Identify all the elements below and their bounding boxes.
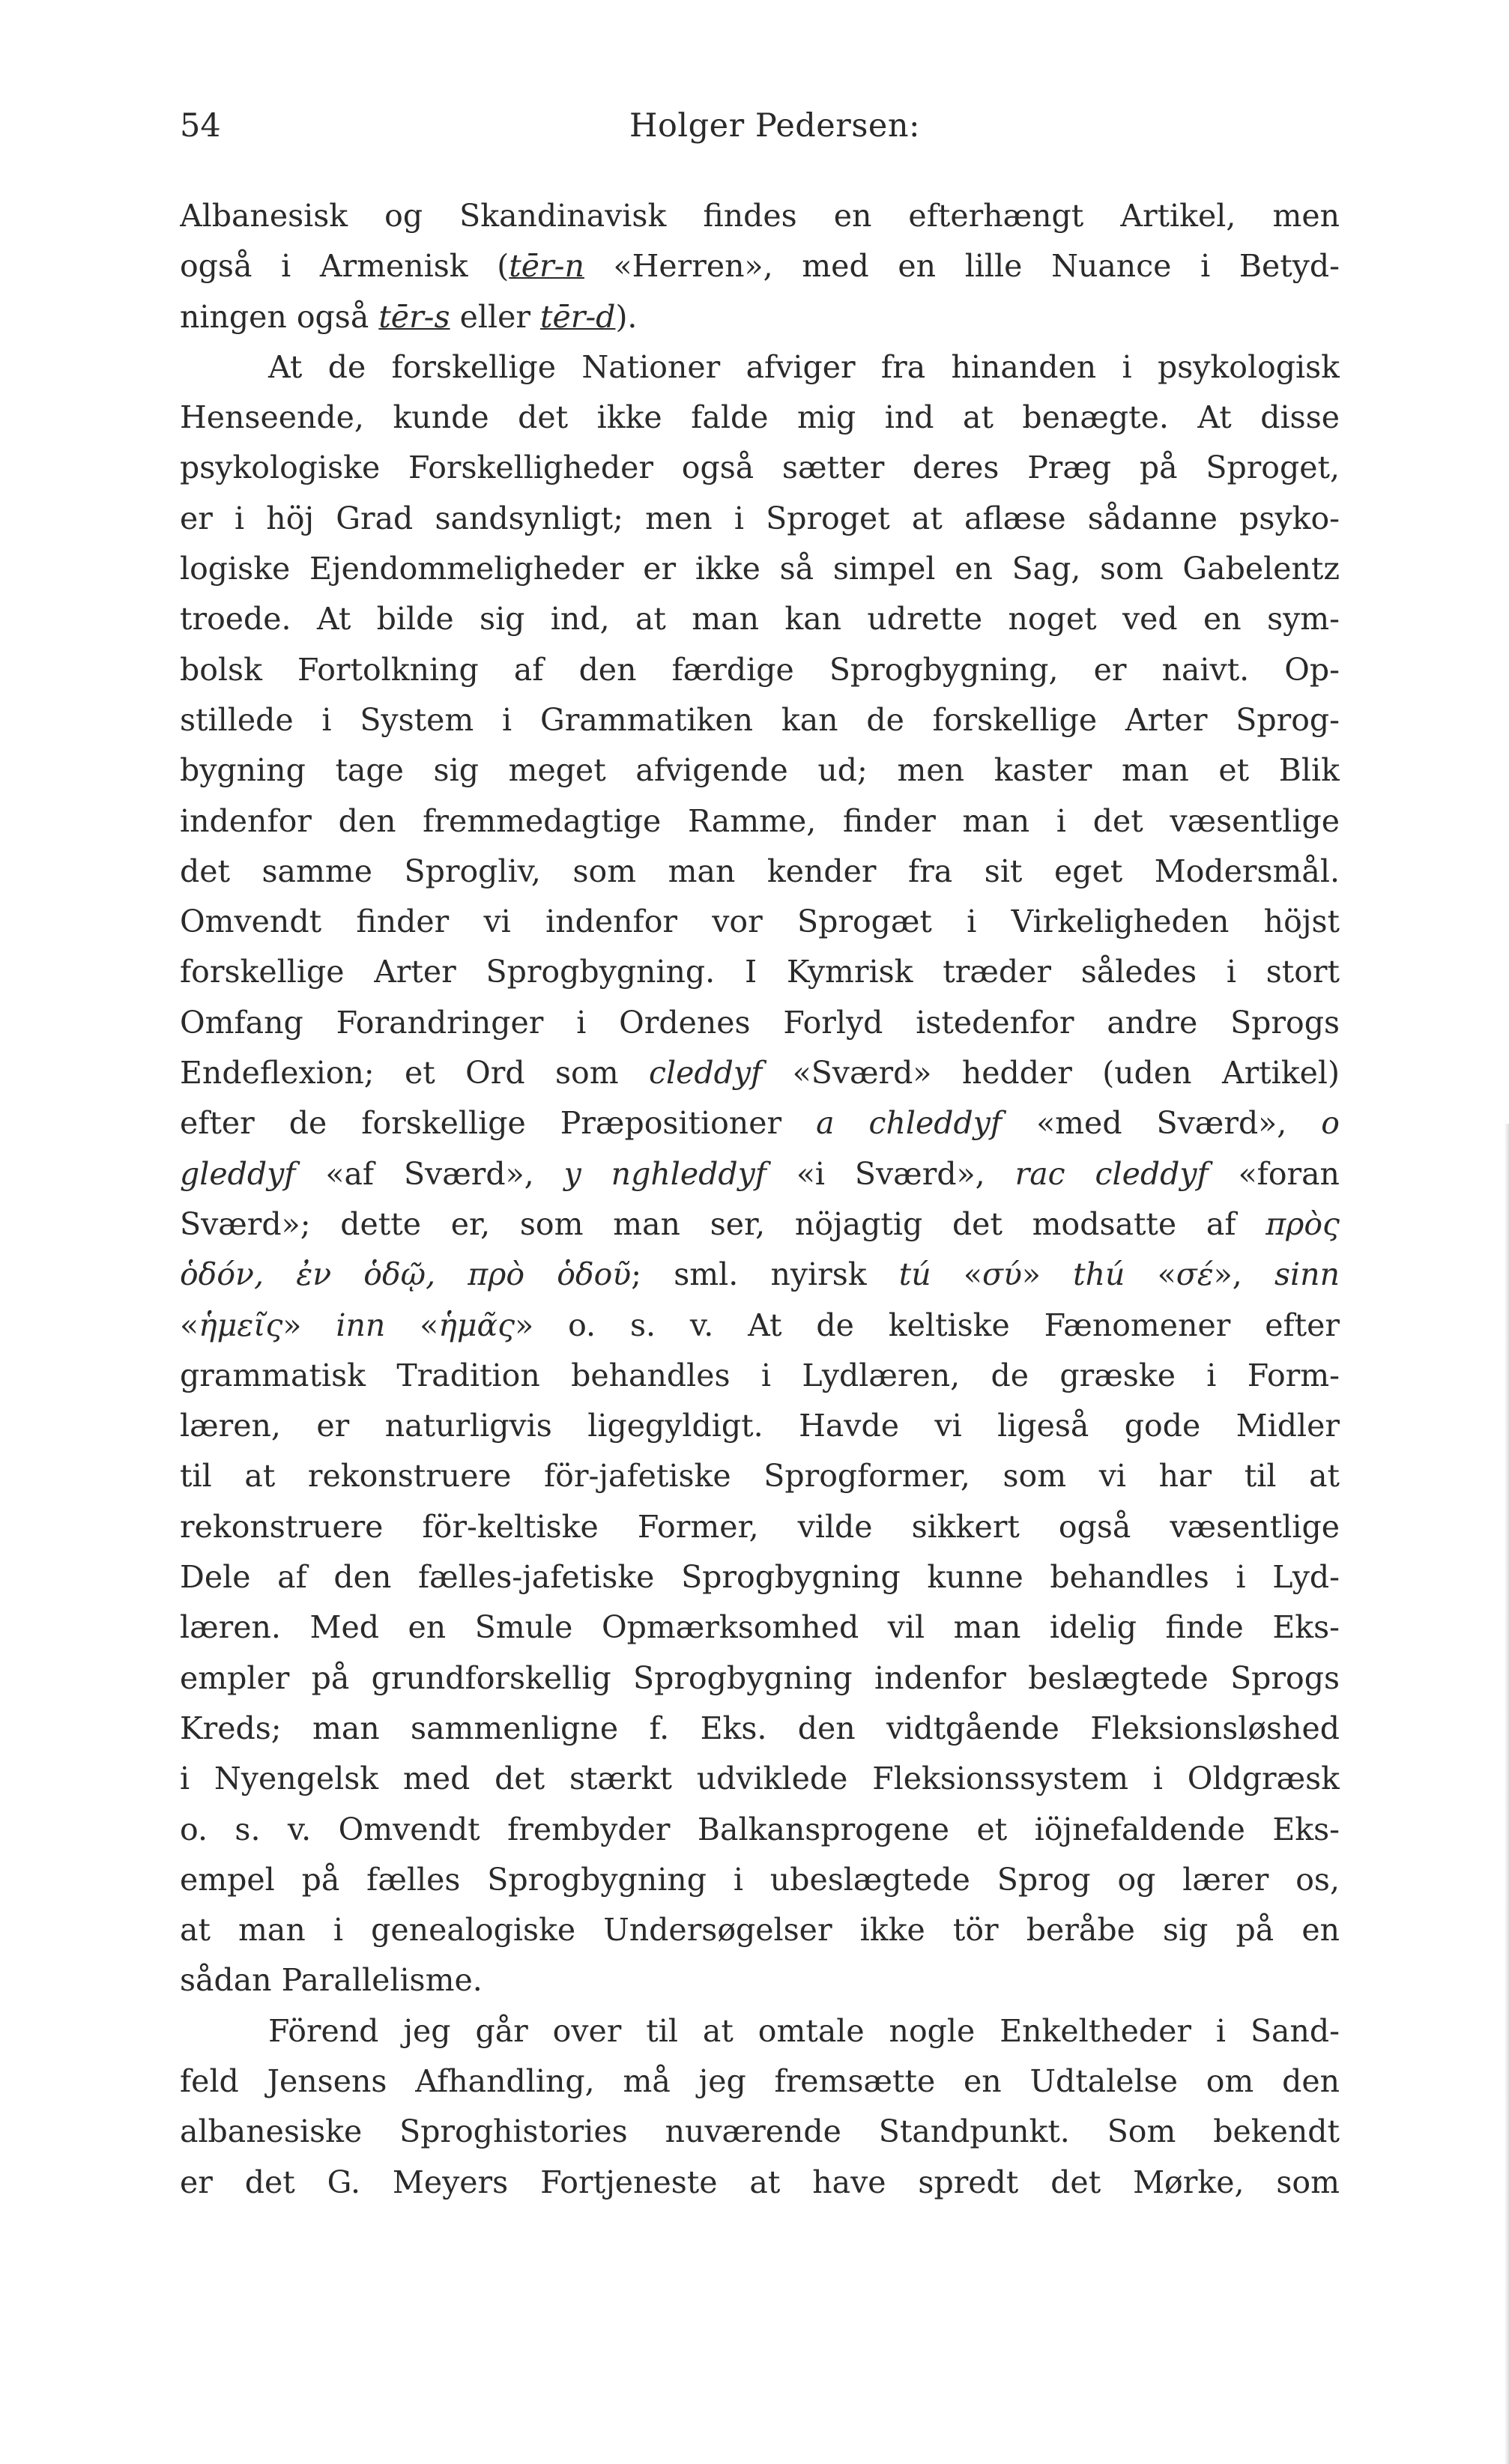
text-line bbox=[180, 393, 1340, 443]
text-segment: albanesiske Sproghistories nuværende Standpunkt. Som bekendt bbox=[180, 2113, 1340, 2150]
text-line bbox=[180, 1653, 1340, 1704]
text-line bbox=[180, 998, 1340, 1048]
text-segment: » o. s. v. At de keltiske Fænomener efter bbox=[515, 1307, 1340, 1343]
text-segment: stillede i System i Grammatiken kan de forskellige Arter Sprog- bbox=[180, 701, 1340, 738]
text-segment: » bbox=[1021, 1256, 1074, 1293]
text-segment: «af Sværd», bbox=[295, 1155, 564, 1192]
italic-term: rac cleddyf bbox=[1014, 1155, 1209, 1192]
text-segment: logiske Ejendommeligheder er ikke så simpel en Sag, som Gabelentz bbox=[180, 551, 1340, 587]
italic-term: cleddyf bbox=[649, 1055, 763, 1092]
text-line bbox=[180, 544, 1340, 594]
italic-term: ἡμᾶς bbox=[438, 1307, 515, 1343]
text-segment: «foran bbox=[1208, 1155, 1340, 1192]
text-segment: Omvendt finder vi indenfor vor Sprogæt i Virkeligheden höjst bbox=[180, 903, 1340, 940]
text-segment: ). bbox=[615, 298, 638, 335]
text-line bbox=[180, 443, 1340, 493]
text-line bbox=[180, 796, 1340, 847]
page-number: 54 bbox=[180, 107, 221, 145]
text-segment: troede. At bilde sig ind, at man kan udrette noget ved en sym- bbox=[180, 601, 1340, 638]
text-segment: « bbox=[180, 1307, 199, 1343]
page-edge-shadow bbox=[1505, 1124, 1509, 2464]
italic-term: σύ bbox=[982, 1256, 1022, 1293]
text-segment: » bbox=[282, 1307, 336, 1343]
text-segment: « bbox=[1125, 1256, 1176, 1293]
text-segment: sådan Parallelisme. bbox=[180, 1962, 483, 1999]
text-line bbox=[180, 947, 1340, 997]
text-line bbox=[180, 1048, 1340, 1098]
text-line bbox=[180, 745, 1340, 796]
text-segment: bolsk Fortolkning af den færdige Sprogbygning, er naivt. Op- bbox=[180, 651, 1340, 688]
italic-term: thú bbox=[1073, 1256, 1125, 1293]
text-line bbox=[180, 1502, 1340, 1552]
text-line bbox=[180, 1149, 1340, 1199]
text-segment: grammatisk Tradition behandles i Lydlæren, de græske i Form- bbox=[180, 1357, 1340, 1393]
text-segment: feld Jensens Afhandling, må jeg fremsætte en Udtalelse om den bbox=[180, 2062, 1340, 2099]
text-line bbox=[180, 1351, 1340, 1401]
text-segment: det samme Sprogliv, som man kender fra sit eget Modersmål. bbox=[180, 853, 1340, 889]
italic-term: a chleddyf bbox=[816, 1105, 1003, 1142]
italic-term: sinn bbox=[1274, 1256, 1340, 1293]
italic-term: σέ bbox=[1176, 1256, 1214, 1293]
text-line bbox=[180, 292, 1340, 342]
text-line bbox=[180, 1955, 1340, 2006]
text-line bbox=[180, 695, 1340, 745]
text-line bbox=[180, 1199, 1340, 1250]
text-line bbox=[180, 2056, 1340, 2107]
text-line bbox=[180, 494, 1340, 544]
text-segment: er i höj Grad sandsynligt; men i Sproget at aflæse sådanne psyko- bbox=[180, 500, 1340, 536]
text-line bbox=[180, 1754, 1340, 1804]
text-line bbox=[180, 241, 1340, 291]
text-segment: Omfang Forandringer i Ordenes Forlyd istedenfor andre Sprogs bbox=[180, 1004, 1340, 1041]
text-segment: efter de forskellige Præpositioner bbox=[180, 1105, 817, 1142]
text-segment: », bbox=[1213, 1256, 1275, 1293]
running-title: Holger Pedersen: bbox=[629, 107, 921, 145]
italic-term: o bbox=[1321, 1105, 1340, 1142]
text-line bbox=[180, 1602, 1340, 1653]
text-segment: At de forskellige Nationer afviger fra hinanden i psykologisk bbox=[268, 348, 1340, 385]
text-segment: ; sml. nyirsk bbox=[631, 1256, 899, 1293]
text-segment: Dele af den fælles-jafetiske Sprogbygning kunne behandles i Lyd- bbox=[180, 1559, 1340, 1596]
italic-term: tú bbox=[898, 1256, 931, 1293]
text-segment: Henseende, kunde det ikke falde mig ind at benægte. At disse bbox=[180, 399, 1340, 436]
italic-term: ὁδόν, ἐν ὁδῷ, πρὸ ὁδοῦ bbox=[180, 1256, 632, 1293]
text-segment: «med Sværd», bbox=[1002, 1105, 1322, 1142]
text-segment: rekonstruere för-keltiske Former, vilde sikkert også væsentlige bbox=[180, 1508, 1340, 1545]
body-text bbox=[180, 191, 1340, 2208]
text-segment: Kreds; man sammenligne f. Eks. den vidtgående Fleksionsløshed bbox=[180, 1710, 1340, 1746]
text-segment: empler på grundforskellig Sprogbygning indenfor beslægtede Sprogs bbox=[180, 1659, 1340, 1696]
text-line bbox=[180, 1805, 1340, 1855]
text-segment: at man i genealogiske Undersøgelser ikke tör beråbe sig på en bbox=[180, 1912, 1340, 1949]
text-line bbox=[180, 2158, 1340, 2208]
text-line bbox=[180, 342, 1340, 393]
text-segment: Förend jeg går over til at omtale nogle Enkeltheder i Sand- bbox=[268, 2012, 1340, 2049]
text-segment: til at rekonstruere för-jafetiske Sprogformer, som vi har til at bbox=[180, 1458, 1340, 1495]
text-line bbox=[180, 1704, 1340, 1754]
running-head bbox=[180, 103, 1341, 148]
text-line bbox=[180, 847, 1340, 897]
text-segment: forskellige Arter Sprogbygning. I Kymrisk træder således i stort bbox=[180, 954, 1340, 990]
text-segment: ningen også bbox=[180, 298, 379, 335]
text-segment: « bbox=[385, 1307, 439, 1343]
italic-term: πρὸς bbox=[1265, 1205, 1340, 1242]
text-segment: bygning tage sig meget afvigende ud; men kaster man et Blik bbox=[180, 752, 1340, 789]
text-segment: er det G. Meyers Fortjeneste at have spredt det Mørke, som bbox=[180, 2164, 1340, 2200]
text-line bbox=[180, 1905, 1340, 1955]
text-segment: eller bbox=[450, 298, 540, 335]
text-line bbox=[180, 1098, 1340, 1148]
italic-term: y nghleddyf bbox=[563, 1155, 766, 1192]
text-line bbox=[180, 1301, 1340, 1351]
text-line bbox=[180, 594, 1340, 644]
text-line bbox=[180, 191, 1340, 241]
italic-term: inn bbox=[336, 1307, 386, 1343]
text-segment: læren, er naturligvis ligegyldigt. Havde vi ligeså gode Midler bbox=[180, 1408, 1340, 1444]
text-segment: « bbox=[931, 1256, 982, 1293]
italic-term: ἡμεῖς bbox=[199, 1307, 283, 1343]
text-segment: Albanesisk og Skandinavisk findes en efterhængt Artikel, men bbox=[180, 198, 1340, 234]
text-segment: psykologiske Forskelligheder også sætter deres Præg på Sproget, bbox=[180, 449, 1340, 486]
text-segment: indenfor den fremmedagtige Ramme, finder man i det væsentlige bbox=[180, 802, 1340, 839]
text-line bbox=[180, 1401, 1340, 1451]
text-segment: Sværd»; dette er, som man ser, nöjagtig det modsatte af bbox=[180, 1205, 1266, 1242]
text-line bbox=[180, 2107, 1340, 2157]
text-line bbox=[180, 1250, 1340, 1300]
text-line bbox=[180, 645, 1340, 695]
text-line bbox=[180, 897, 1340, 947]
italic-term: tēr-s bbox=[378, 298, 450, 335]
text-segment: læren. Med en Smule Opmærksomhed vil man idelig finde Eks- bbox=[180, 1609, 1340, 1646]
text-segment: Endeflexion; et Ord som bbox=[180, 1055, 650, 1092]
text-line bbox=[180, 1552, 1340, 1602]
italic-term: gleddyf bbox=[180, 1155, 296, 1192]
text-segment: i Nyengelsk med det stærkt udviklede Fleksionssystem i Oldgræsk bbox=[180, 1761, 1340, 1797]
text-segment: «Sværd» hedder (uden Artikel) bbox=[762, 1055, 1340, 1092]
text-segment: o. s. v. Omvendt frembyder Balkansprogene et iöjnefaldende Eks- bbox=[180, 1811, 1340, 1847]
text-line bbox=[180, 1855, 1340, 1905]
text-segment: «i Sværd», bbox=[766, 1155, 1015, 1192]
italic-term: tēr-d bbox=[539, 298, 616, 335]
text-segment: «Herren», med en lille Nuance i Betyd- bbox=[584, 248, 1340, 285]
text-line bbox=[180, 2006, 1340, 2056]
text-line bbox=[180, 1451, 1340, 1501]
italic-term: tēr-n bbox=[509, 248, 584, 285]
text-segment: også i Armenisk ( bbox=[180, 248, 509, 285]
text-segment: empel på fælles Sprogbygning i ubeslægtede Sprog og lærer os, bbox=[180, 1861, 1340, 1898]
